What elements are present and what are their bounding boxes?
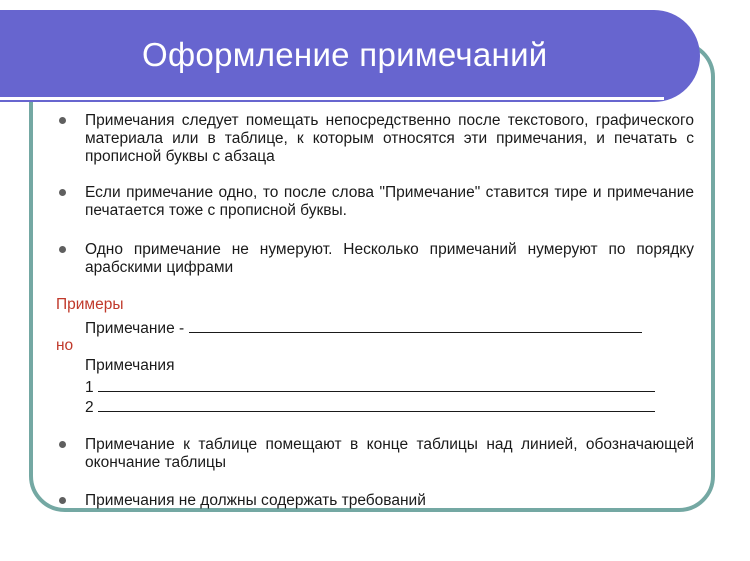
- fill-in-line: [98, 377, 655, 392]
- bullet-item: [56, 492, 694, 510]
- bullet-text: Примечания не должны содержать требований: [85, 492, 426, 509]
- example-single-label: Примечание -: [85, 320, 185, 337]
- bullet-text: Примечания следует помещать непосредственно после текстового, графического материала или в таблице, к которым относятся эти примечания, и печатать с прописной буквы с абзаца: [85, 112, 694, 165]
- examples-heading: Примеры: [56, 296, 124, 313]
- bullet-dot-icon: [59, 497, 66, 504]
- bullet-item: [56, 184, 694, 220]
- note-number: 2: [85, 399, 94, 416]
- title-underline: [0, 97, 664, 100]
- fill-in-line: [189, 318, 642, 333]
- bullet-item: [56, 436, 694, 472]
- example-plural-label: Примечания: [85, 357, 175, 374]
- fill-in-line: [98, 397, 655, 412]
- bullet-text: Одно примечание не нумеруют. Несколько примечаний нумеруют по порядку арабскими цифрами: [85, 241, 694, 276]
- example-note-1: [85, 377, 655, 397]
- bullet-text: Если примечание одно, то после слова "Примечание" ставится тире и примечание печатается тоже с прописной буквы.: [85, 184, 694, 219]
- bullet-dot-icon: [59, 441, 66, 448]
- bullet-dot-icon: [59, 189, 66, 196]
- bullet-item: [56, 241, 694, 277]
- example-single-note: [85, 318, 642, 338]
- note-number: 1: [85, 379, 94, 396]
- example-note-2: [85, 397, 655, 417]
- bullet-dot-icon: [59, 117, 66, 124]
- bullet-dot-icon: [59, 246, 66, 253]
- or-word: но: [56, 337, 74, 354]
- bullet-item: [56, 112, 694, 166]
- slide-title: Оформление примечаний: [142, 36, 548, 73]
- bullet-text: Примечание к таблице помещают в конце таблицы над линией, обозначающей окончание таблицы: [85, 436, 694, 471]
